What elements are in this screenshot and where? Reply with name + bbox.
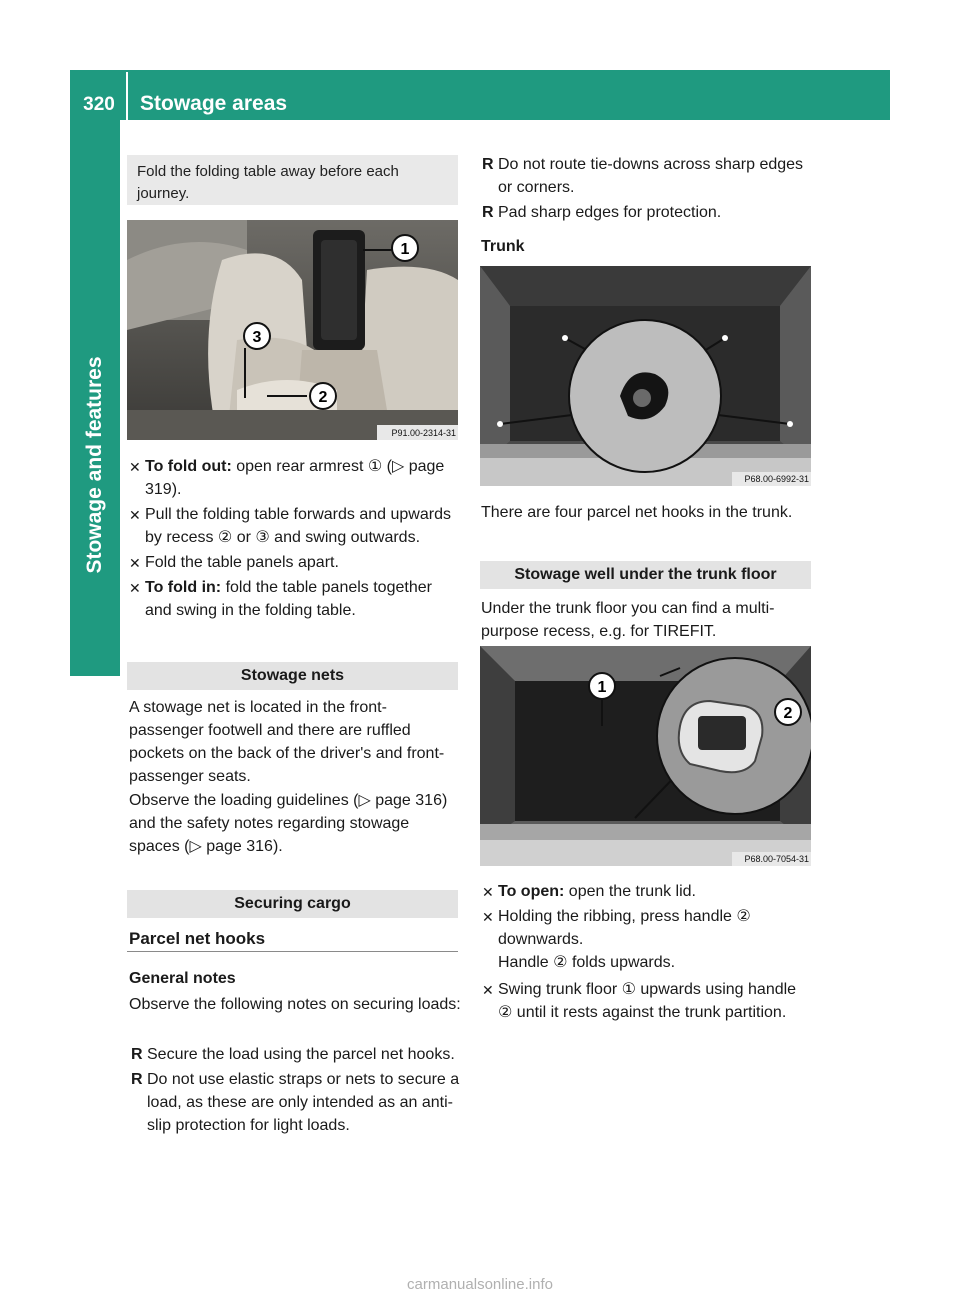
- bullet-text: Do not route tie-downs across sharp edges or corners.: [498, 156, 804, 196]
- bullet-marker: R: [131, 1071, 143, 1088]
- stowage-nets-paragraph-1: A stowage net is located in the front-passenger footwell and there are ruffled pockets on the back of the driver's and front-passenger seats.: [129, 699, 445, 785]
- section-heading-securing-cargo: Securing cargo: [127, 890, 458, 918]
- trunk-heading: Trunk: [481, 238, 525, 255]
- step-arrow-icon: ✕: [129, 555, 141, 571]
- step-arrow-icon: ✕: [482, 884, 494, 900]
- stowage-nets-paragraph-2: Observe the loading guidelines (▷ page 316) and the safety notes regarding stowage spaces (▷ page 316).: [129, 792, 448, 855]
- step-arrow-icon: ✕: [482, 909, 494, 925]
- bullet-item: [131, 1068, 461, 1137]
- side-tab-marker: [70, 626, 120, 676]
- bullet-item: [482, 153, 814, 199]
- callout-1-label: 1: [597, 679, 607, 696]
- step-label: To open:: [498, 883, 565, 900]
- callout-3-label: 3: [252, 329, 262, 346]
- bullet-marker: R: [482, 156, 494, 173]
- subheading-parcel-net-hooks: Parcel net hooks: [129, 929, 266, 948]
- step-text: open the trunk lid.: [564, 883, 696, 900]
- watermark: carmanualsonline.info: [407, 1276, 553, 1293]
- step-item: [129, 503, 461, 549]
- bullet-text: Secure the load using the parcel net hooks.: [147, 1046, 455, 1063]
- trunk-text: There are four parcel net hooks in the trunk.: [481, 504, 793, 521]
- general-notes-intro: Observe the following notes on securing loads:: [129, 996, 461, 1013]
- header-divider: [126, 72, 128, 120]
- step-arrow-icon: ✕: [129, 459, 141, 475]
- bullet-marker: R: [482, 204, 494, 221]
- figure-code: P91.00-2314-31: [391, 428, 456, 438]
- figure-trunk-floor: [480, 646, 811, 866]
- figure-code: P68.00-6992-31: [744, 474, 809, 484]
- bullet-marker: R: [131, 1046, 143, 1063]
- step-followup: Handle ② folds upwards.: [498, 954, 676, 971]
- step-text: Holding the ribbing, press handle ② downwards.: [498, 908, 751, 948]
- bullet-item: [482, 201, 814, 224]
- callout-2-label: 2: [783, 705, 793, 722]
- bullet-text: Do not use elastic straps or nets to secure a load, as these are only intended as an anti-slip protection for light loads.: [147, 1071, 460, 1134]
- step-item: [129, 551, 461, 574]
- step-text: Pull the folding table forwards and upwards by recess ② or ③ and swing outwards.: [145, 506, 451, 546]
- bullet-text: Pad sharp edges for protection.: [498, 204, 722, 221]
- step-arrow-icon: ✕: [129, 580, 141, 596]
- figure-armrest-table: [127, 220, 458, 440]
- step-item: [482, 880, 814, 903]
- step-arrow-icon: ✕: [129, 507, 141, 523]
- figure-code: P68.00-7054-31: [744, 854, 809, 864]
- section-heading-stowage-nets: Stowage nets: [127, 662, 458, 690]
- step-text: Swing trunk floor ① upwards using handle ② until it rests against the trunk partition.: [498, 981, 797, 1021]
- step-item: [482, 905, 814, 974]
- callout-1-label: 1: [400, 241, 410, 258]
- figure-trunk-hooks: [480, 266, 811, 486]
- step-item: [129, 576, 461, 622]
- callout-2-label: 2: [318, 389, 328, 406]
- section-side-label: Stowage and features: [83, 356, 106, 574]
- step-item: [482, 978, 814, 1024]
- section-heading-stowage-well: Stowage well under the trunk floor: [480, 561, 811, 589]
- step-label: To fold out:: [145, 458, 232, 475]
- step-item: [129, 455, 461, 501]
- page-title: Stowage areas: [140, 92, 288, 115]
- note-box: Fold the folding table away before each journey.: [127, 155, 458, 205]
- subheading-rule: [127, 951, 458, 952]
- stowage-well-text: Under the trunk floor you can find a multi-purpose recess, e.g. for TIREFIT.: [481, 600, 775, 640]
- step-label: To fold in:: [145, 579, 222, 596]
- step-arrow-icon: ✕: [482, 982, 494, 998]
- page-number: 320: [83, 94, 115, 115]
- step-text: fold the table panels together and swing in the folding table.: [145, 579, 432, 619]
- general-notes-heading: General notes: [129, 970, 236, 987]
- step-text: open rear armrest ① (▷ page 319).: [145, 458, 445, 498]
- step-text: Fold the table panels apart.: [145, 554, 339, 571]
- bullet-item: [131, 1043, 461, 1066]
